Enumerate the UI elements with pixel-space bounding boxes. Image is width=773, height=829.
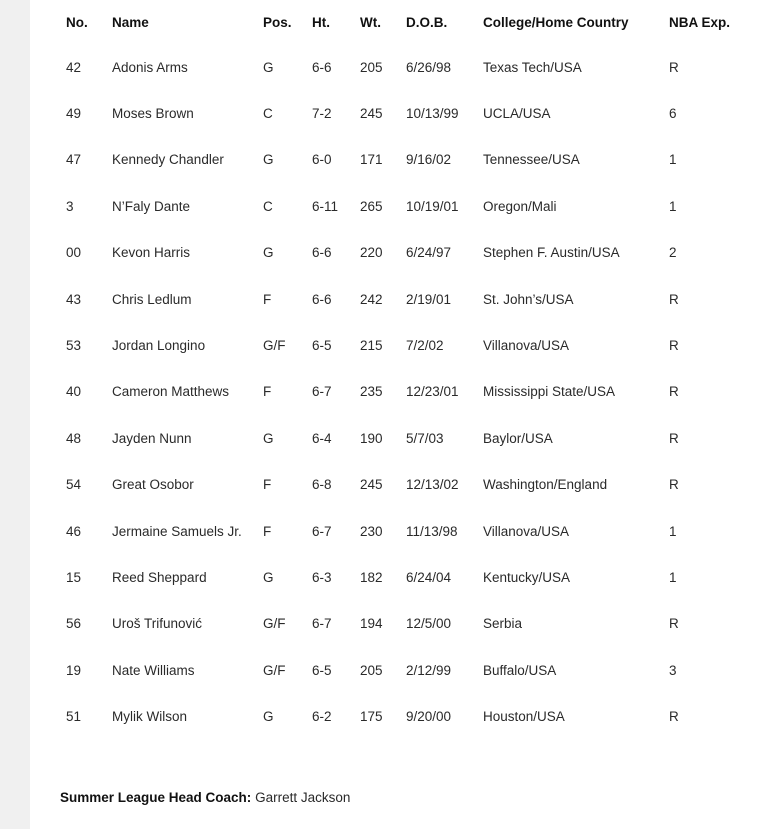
cell-name: Moses Brown bbox=[112, 106, 194, 122]
cell-dob: 11/13/98 bbox=[406, 523, 458, 539]
cell-college: Buffalo/USA bbox=[483, 662, 557, 678]
cell-name: Kennedy Chandler bbox=[112, 152, 224, 168]
cell-college: Tennessee/USA bbox=[483, 152, 580, 168]
cell-name: Kevon Harris bbox=[112, 245, 191, 261]
cell-dob: 6/26/98 bbox=[406, 59, 452, 75]
cell-name: Reed Sheppard bbox=[112, 569, 207, 585]
table-row bbox=[60, 90, 760, 136]
cell-weight: 265 bbox=[360, 198, 383, 214]
cell-position: G/F bbox=[263, 338, 286, 354]
cell-college: Oregon/Mali bbox=[483, 198, 557, 214]
cell-height: 6-7 bbox=[312, 523, 332, 539]
cell-college: Villanova/USA bbox=[483, 523, 570, 539]
cell-dob: 2/19/01 bbox=[406, 291, 452, 307]
cell-dob: 6/24/97 bbox=[406, 245, 452, 261]
cell-name: Great Osobor bbox=[112, 477, 194, 493]
header-nba-exp: NBA Exp. bbox=[669, 14, 731, 30]
cell-dob: 12/13/02 bbox=[406, 477, 459, 493]
cell-weight: 235 bbox=[360, 384, 383, 400]
cell-college: Texas Tech/USA bbox=[483, 59, 582, 75]
cell-position: G/F bbox=[263, 616, 286, 632]
table-row bbox=[60, 415, 760, 461]
table-row bbox=[60, 369, 760, 415]
cell-dob: 12/5/00 bbox=[406, 616, 452, 632]
cell-height: 6-5 bbox=[312, 662, 332, 678]
table-row bbox=[60, 508, 760, 554]
cell-number: 49 bbox=[66, 106, 82, 122]
table-row bbox=[60, 693, 760, 739]
header-college: College/Home Country bbox=[483, 14, 629, 30]
table-row bbox=[60, 137, 760, 183]
cell-height: 6-7 bbox=[312, 384, 332, 400]
table-row bbox=[60, 183, 760, 229]
cell-number: 53 bbox=[66, 338, 82, 354]
cell-weight: 194 bbox=[360, 616, 383, 632]
cell-dob: 12/23/01 bbox=[406, 384, 459, 400]
cell-dob: 10/13/99 bbox=[406, 106, 459, 122]
cell-dob: 10/19/01 bbox=[406, 198, 459, 214]
cell-position: G bbox=[263, 245, 274, 261]
table-row bbox=[60, 647, 760, 693]
header-height: Ht. bbox=[312, 14, 330, 30]
roster-header bbox=[60, 0, 760, 44]
table-row bbox=[60, 322, 760, 368]
cell-number: 42 bbox=[66, 59, 82, 75]
cell-weight: 190 bbox=[360, 430, 383, 446]
cell-name: Cameron Matthews bbox=[112, 384, 230, 400]
cell-height: 6-6 bbox=[312, 59, 332, 75]
cell-name: Chris Ledlum bbox=[112, 291, 192, 307]
cell-number: 3 bbox=[66, 198, 74, 214]
cell-number: 40 bbox=[66, 384, 82, 400]
cell-number: 56 bbox=[66, 616, 82, 632]
cell-number: 43 bbox=[66, 291, 82, 307]
cell-dob: 9/20/00 bbox=[406, 709, 452, 725]
cell-position: G bbox=[263, 430, 274, 446]
cell-height: 6-7 bbox=[312, 616, 332, 632]
cell-name: Jayden Nunn bbox=[112, 430, 192, 446]
cell-weight: 182 bbox=[360, 569, 383, 585]
cell-position: G bbox=[263, 569, 274, 585]
cell-college: Baylor/USA bbox=[483, 430, 553, 446]
cell-nba-exp: 1 bbox=[669, 198, 677, 214]
cell-position: C bbox=[263, 198, 273, 214]
cell-number: 47 bbox=[66, 152, 82, 168]
cell-height: 6-6 bbox=[312, 245, 332, 261]
cell-college: Serbia bbox=[483, 616, 523, 632]
cell-position: F bbox=[263, 477, 272, 493]
cell-college: Mississippi State/USA bbox=[483, 384, 616, 400]
cell-position: F bbox=[263, 523, 272, 539]
cell-name: N’Faly Dante bbox=[112, 198, 191, 214]
cell-college: Villanova/USA bbox=[483, 338, 570, 354]
roster-body bbox=[60, 44, 760, 740]
cell-nba-exp: R bbox=[669, 384, 679, 400]
table-row bbox=[60, 601, 760, 647]
cell-dob: 7/2/02 bbox=[406, 338, 444, 354]
cell-college: St. John’s/USA bbox=[483, 291, 574, 307]
coach-label: Summer League Head Coach: bbox=[60, 790, 252, 805]
cell-weight: 230 bbox=[360, 523, 383, 539]
cell-height: 6-11 bbox=[312, 198, 339, 214]
cell-number: 15 bbox=[66, 569, 82, 585]
cell-position: F bbox=[263, 291, 272, 307]
cell-number: 51 bbox=[66, 709, 82, 725]
cell-name: Uroš Trifunović bbox=[112, 616, 203, 632]
cell-position: G bbox=[263, 152, 274, 168]
table-row bbox=[60, 462, 760, 508]
cell-weight: 205 bbox=[360, 59, 383, 75]
cell-nba-exp: R bbox=[669, 59, 679, 75]
cell-weight: 171 bbox=[360, 152, 383, 168]
table-row bbox=[60, 276, 760, 322]
cell-height: 7-2 bbox=[312, 106, 332, 122]
cell-nba-exp: R bbox=[669, 477, 679, 493]
cell-nba-exp: R bbox=[669, 709, 679, 725]
cell-nba-exp: 1 bbox=[669, 523, 677, 539]
header-dob: D.O.B. bbox=[406, 14, 448, 30]
cell-college: Washington/England bbox=[483, 477, 608, 493]
cell-position: G bbox=[263, 59, 274, 75]
cell-weight: 245 bbox=[360, 477, 383, 493]
cell-nba-exp: R bbox=[669, 430, 679, 446]
cell-height: 6-2 bbox=[312, 709, 332, 725]
cell-position: G/F bbox=[263, 662, 286, 678]
cell-name: Adonis Arms bbox=[112, 59, 188, 75]
cell-number: 00 bbox=[66, 245, 82, 261]
cell-nba-exp: R bbox=[669, 291, 679, 307]
cell-height: 6-5 bbox=[312, 338, 332, 354]
cell-name: Jordan Longino bbox=[112, 338, 206, 354]
cell-dob: 6/24/04 bbox=[406, 569, 452, 585]
cell-name: Mylik Wilson bbox=[112, 709, 188, 725]
cell-college: Stephen F. Austin/USA bbox=[483, 245, 620, 261]
table-row bbox=[60, 230, 760, 276]
cell-dob: 5/7/03 bbox=[406, 430, 444, 446]
cell-name: Jermaine Samuels Jr. bbox=[112, 523, 242, 539]
coach-name: Garrett Jackson bbox=[255, 790, 351, 805]
header-row bbox=[60, 0, 760, 44]
cell-height: 6-8 bbox=[312, 477, 332, 493]
cell-weight: 215 bbox=[360, 338, 383, 354]
cell-height: 6-4 bbox=[312, 430, 332, 446]
cell-weight: 205 bbox=[360, 662, 383, 678]
table-row bbox=[60, 554, 760, 600]
cell-weight: 245 bbox=[360, 106, 383, 122]
coach-line bbox=[60, 790, 350, 805]
header-number: No. bbox=[66, 14, 88, 30]
cell-number: 54 bbox=[66, 477, 82, 493]
cell-height: 6-0 bbox=[312, 152, 332, 168]
cell-weight: 242 bbox=[360, 291, 383, 307]
cell-college: Houston/USA bbox=[483, 709, 565, 725]
cell-number: 46 bbox=[66, 523, 82, 539]
cell-nba-exp: R bbox=[669, 338, 679, 354]
cell-nba-exp: 1 bbox=[669, 152, 677, 168]
header-weight: Wt. bbox=[360, 14, 381, 30]
cell-height: 6-6 bbox=[312, 291, 332, 307]
cell-number: 19 bbox=[66, 662, 82, 678]
cell-nba-exp: R bbox=[669, 616, 679, 632]
cell-position: G bbox=[263, 709, 274, 725]
cell-dob: 9/16/02 bbox=[406, 152, 452, 168]
cell-nba-exp: 1 bbox=[669, 569, 677, 585]
cell-weight: 220 bbox=[360, 245, 383, 261]
cell-nba-exp: 3 bbox=[669, 662, 677, 678]
cell-name: Nate Williams bbox=[112, 662, 195, 678]
table-row bbox=[60, 44, 760, 90]
left-gutter bbox=[0, 0, 30, 829]
header-name: Name bbox=[112, 14, 149, 30]
cell-college: Kentucky/USA bbox=[483, 569, 571, 585]
cell-nba-exp: 2 bbox=[669, 245, 677, 261]
cell-dob: 2/12/99 bbox=[406, 662, 452, 678]
cell-position: F bbox=[263, 384, 272, 400]
header-position: Pos. bbox=[263, 14, 292, 30]
cell-height: 6-3 bbox=[312, 569, 332, 585]
cell-nba-exp: 6 bbox=[669, 106, 677, 122]
cell-college: UCLA/USA bbox=[483, 106, 551, 122]
cell-position: C bbox=[263, 106, 273, 122]
cell-number: 48 bbox=[66, 430, 82, 446]
roster-table bbox=[60, 0, 760, 740]
cell-weight: 175 bbox=[360, 709, 383, 725]
